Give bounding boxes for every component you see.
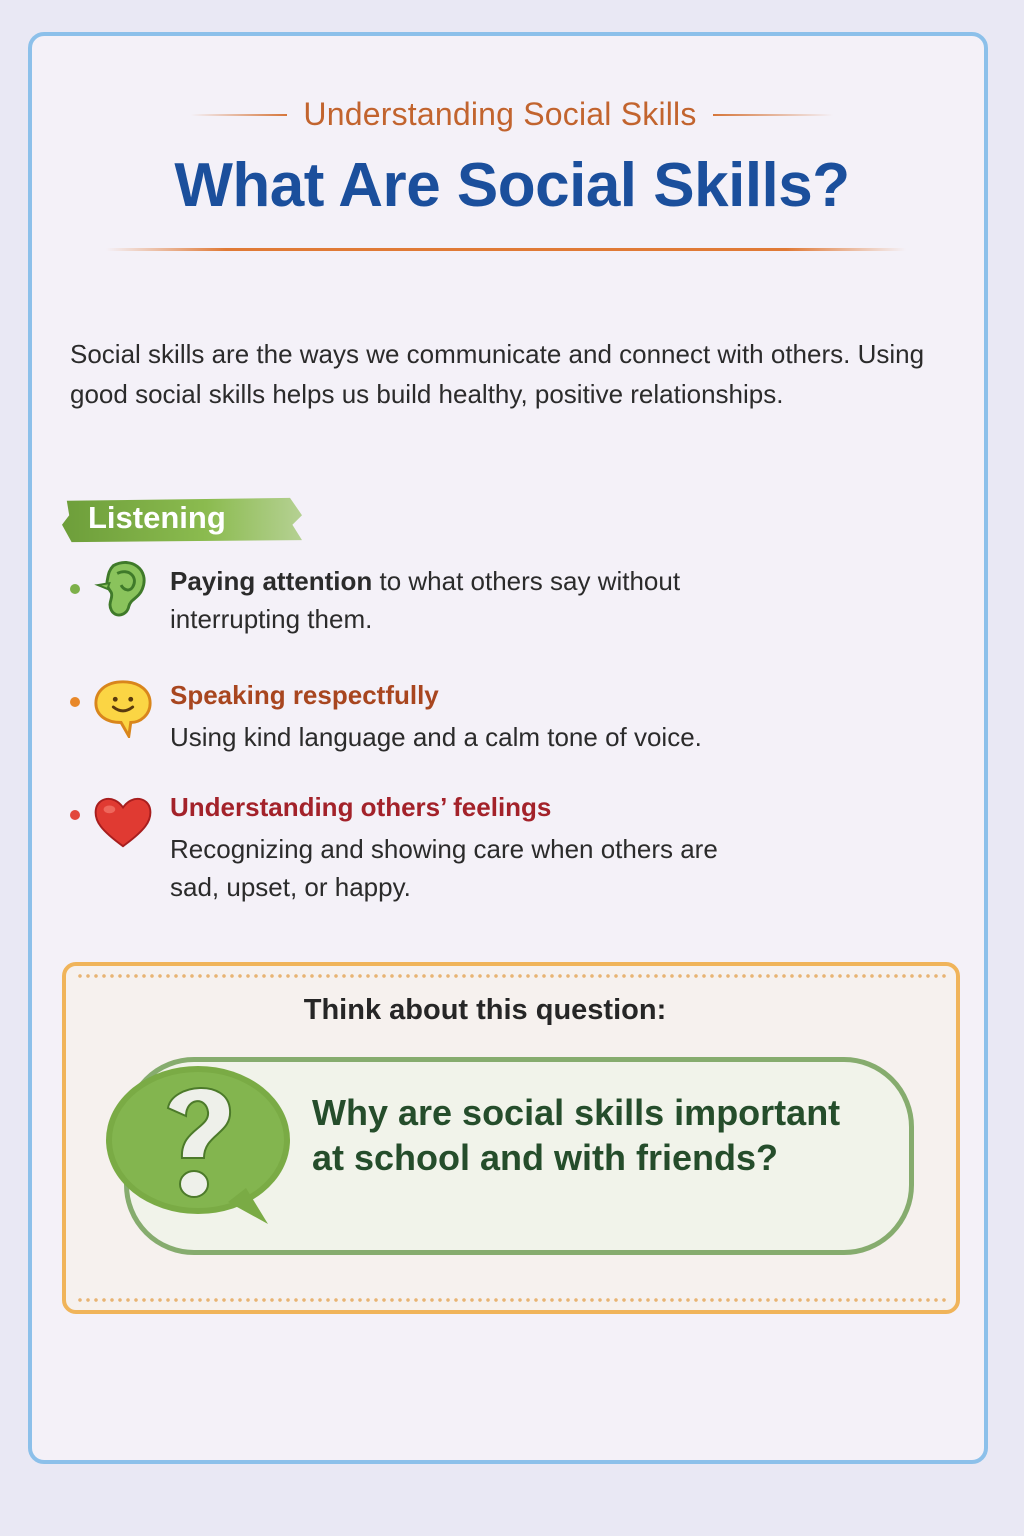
page-subtitle: Understanding Social Skills [303, 96, 697, 132]
heart-icon [92, 790, 154, 852]
item-heading: Speaking respectfully [170, 680, 439, 710]
item-text [170, 562, 790, 638]
item-body: Recognizing and showing care when others are sad, upset, or happy. [170, 834, 718, 902]
bullet-dot [70, 697, 80, 707]
dotted-border-bottom [76, 1298, 946, 1302]
bullet-dot [70, 584, 80, 594]
ear-icon [92, 556, 154, 618]
list-item-paying-attention [70, 556, 790, 646]
question-mark-bubble-icon [98, 1062, 308, 1232]
dotted-border-top [76, 974, 946, 978]
list-item-understanding-feelings [70, 788, 790, 908]
item-text [170, 676, 790, 756]
page-title: What Are Social Skills? [174, 151, 850, 220]
item-heading: Paying attention [170, 566, 373, 596]
item-body: Using kind language and a calm tone of voice. [170, 722, 702, 752]
bullet-dot [70, 810, 80, 820]
item-heading: Understanding others’ feelings [170, 792, 552, 822]
section-tag-listening: Listening [88, 500, 226, 535]
list-item-speaking-respectfully [70, 676, 790, 756]
reflection-question: Why are social skills important at school and with friends? [312, 1092, 841, 1178]
subtitle-rule-right [713, 114, 833, 116]
subtitle-row [0, 96, 1024, 133]
item-body: to what others say without interrupting them. [170, 566, 681, 634]
question-box-heading: Think about this question: [303, 994, 667, 1026]
item-text [170, 788, 790, 906]
title-divider [106, 248, 906, 251]
smiley-speech-bubble-icon [92, 676, 154, 738]
intro-paragraph: Social skills are the ways we communicate and connect with others. Using good social skills helps us build healthy, positive relationships. [70, 339, 925, 409]
subtitle-rule-left [191, 114, 287, 116]
